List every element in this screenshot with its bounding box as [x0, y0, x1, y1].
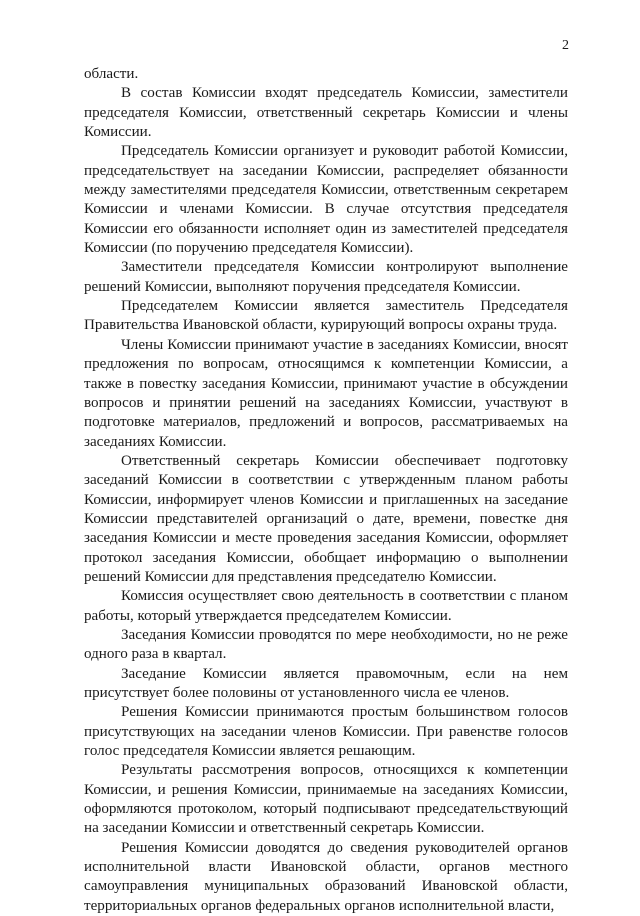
paragraph-protocol: Результаты рассмотрения вопросов, относящихся к компетенции Комиссии, и решения Комиссии, принимаемые на заседаниях Комиссии, оформляются протоколом, который подписывают председательствующий на заседании Комиссии и ответственный секретарь Комиссии.: [84, 762, 568, 837]
paragraph-members-duties: Члены Комиссии принимают участие в заседаниях Комиссии, вносят предложения по вопросам, относящимся к компетенции Комиссии, а также в повестку заседания Комиссии, принимают участие в обсуждении вопросов и принятии решений на заседаниях Комиссии, участвуют в подготовке материалов, предложений и вопросов, рассматриваемых на заседаниях Комиссии.: [84, 336, 568, 450]
paragraph-meeting-frequency: Заседания Комиссии проводятся по мере необходимости, но не реже одного раза в квартал.: [84, 626, 568, 663]
paragraph-work-plan: Комиссия осуществляет свою деятельность в соответствии с планом работы, который утверждается председателем Комиссии.: [84, 588, 568, 624]
page-number: 2: [562, 38, 569, 53]
paragraph-continuation: области.: [84, 66, 139, 82]
paragraph-commission-composition: В состав Комиссии входят председатель Комиссии, заместители председателя Комиссии, ответственный секретарь Комиссии и члены Комиссии.: [84, 85, 568, 141]
paragraph-chairman-identity: Председателем Комиссии является заместитель Председателя Правительства Ивановской области, курирующий вопросы охраны труда.: [84, 298, 568, 334]
paragraph-decisions-distribution: Решения Комиссии доводятся до сведения руководителей органов исполнительной власти Ивановской области, органов местного самоуправления муниципальных образований Ивановской области, территориальных органов федеральных органов исполнительной власти,: [84, 839, 568, 914]
paragraph-secretary-duties: Ответственный секретарь Комиссии обеспечивает подготовку заседаний Комиссии в соответствии с утвержденным планом работы Комиссии, информирует членов Комиссии и приглашенных на заседание Комиссии представителей организаций о дате, времени, повестке дня заседания Комиссии и месте проведения заседания Комиссии, оформляет протокол заседания Комиссии, обобщает информацию о выполнении решений Комиссии для представления председателю Комиссии.: [84, 452, 568, 585]
document-body: [84, 65, 568, 916]
paragraph-quorum: Заседание Комиссии является правомочным, если на нем присутствует более половины от установленного числа ее членов.: [84, 665, 568, 701]
paragraph-deputies-duties: Заместители председателя Комиссии контролируют выполнение решений Комиссии, выполняют поручения председателя Комиссии.: [84, 259, 568, 295]
paragraph-chairman-duties: Председатель Комиссии организует и руководит работой Комиссии, председательствует на заседании Комиссии, распределяет обязанности между заместителями председателя Комиссии, ответственным секретарем Комиссии и членами Комиссии. В случае отсутствия председателя Комиссии его обязанности исполняет один из заместителей председателя Комиссии (по поручению председателя Комиссии).: [84, 143, 568, 257]
paragraph-voting: Решения Комиссии принимаются простым большинством голосов присутствующих на заседании членов Комиссии. При равенстве голосов голос председателя Комиссии является решающим.: [84, 704, 568, 760]
